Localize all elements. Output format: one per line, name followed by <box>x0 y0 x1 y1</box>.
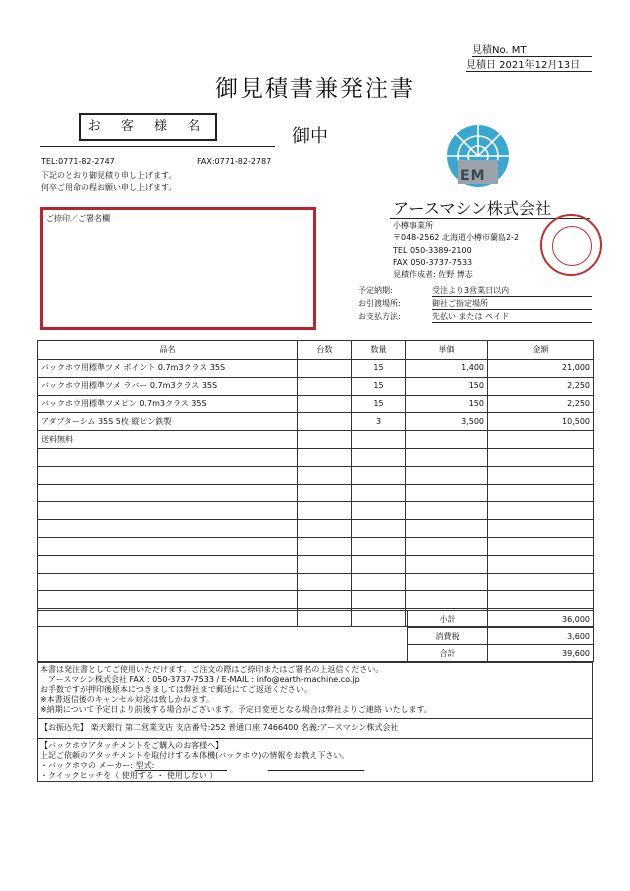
cell-item-name[interactable]: バックホウ用標準ツメ ラバー 0.7m3クラス 35S <box>38 377 298 395</box>
cell-item-name[interactable] <box>38 537 298 555</box>
cell-units[interactable] <box>298 591 352 609</box>
cell-unit-price[interactable] <box>406 520 488 538</box>
quote-date: 見積日 2021年12月13日 <box>466 56 592 72</box>
cell-unit-price[interactable]: 3,500 <box>406 413 488 431</box>
table-row <box>38 377 594 395</box>
cell-quantity[interactable] <box>352 520 406 538</box>
cell-quantity[interactable]: 15 <box>352 360 406 378</box>
cell-amount[interactable] <box>488 502 594 520</box>
cell-amount[interactable] <box>488 431 594 449</box>
cell-amount[interactable] <box>488 555 594 573</box>
cell-amount[interactable]: 2,250 <box>488 377 594 395</box>
customer-tel: TEL:0771-82-2747 <box>41 157 115 166</box>
greeting-line-2: 何卒ご用命の程お願い申し上げます。 <box>41 183 177 192</box>
company-name: アースマシン株式会社 <box>393 199 552 218</box>
term-label-payment: お支払方法: <box>358 312 401 321</box>
attachment-line-2: ・バックホウの メーカー: 型式: <box>40 761 155 770</box>
seal-signature-label: ご捺印／ご署名欄 <box>46 214 110 223</box>
cell-amount[interactable] <box>488 466 594 484</box>
notes-divider <box>37 738 593 739</box>
cell-unit-price[interactable] <box>406 484 488 502</box>
cell-units[interactable] <box>298 555 352 573</box>
customer-suffix: 御中 <box>292 126 328 147</box>
cell-item-name[interactable] <box>38 573 298 591</box>
cell-quantity[interactable] <box>352 537 406 555</box>
note-line-4: ※本書返信後のキャンセル対応は致しかねます。 <box>40 695 215 704</box>
header-amount: 金額 <box>488 341 594 360</box>
model-field[interactable] <box>268 770 364 771</box>
cell-item-name[interactable] <box>38 502 298 520</box>
cell-item-name[interactable] <box>38 466 298 484</box>
totals-value: 3,600 <box>488 628 594 645</box>
cell-units[interactable] <box>298 448 352 466</box>
company-logo-icon <box>440 122 516 196</box>
quote-author: 見積作成者: 佐野 博志 <box>393 270 473 279</box>
table-row <box>38 591 594 609</box>
cell-units[interactable] <box>298 395 352 413</box>
cell-item-name[interactable] <box>38 448 298 466</box>
company-seal-stamp-inner <box>552 226 592 266</box>
cell-units[interactable] <box>298 431 352 449</box>
cell-amount[interactable]: 21,000 <box>488 360 594 378</box>
customer-fax: FAX:0771-82-2787 <box>197 157 272 166</box>
cell-amount[interactable] <box>488 448 594 466</box>
cell-item-name[interactable]: アダプターシム 35S 5枚 縦ピン鉄製 <box>38 413 298 431</box>
cell-unit-price[interactable]: 150 <box>406 377 488 395</box>
attachment-line-3: ・クイックヒッチを（ 使用する ・ 使用しない ） <box>40 771 218 780</box>
cell-amount[interactable]: 10,500 <box>488 413 594 431</box>
cell-quantity[interactable] <box>352 591 406 609</box>
header-units: 台数 <box>298 341 352 360</box>
company-tel: TEL 050-3389-2100 <box>393 246 472 255</box>
cell-quantity[interactable] <box>352 502 406 520</box>
cell-units[interactable] <box>298 484 352 502</box>
cell-quantity[interactable]: 15 <box>352 377 406 395</box>
cell-units[interactable] <box>298 502 352 520</box>
table-row <box>38 395 594 413</box>
cell-quantity[interactable] <box>352 573 406 591</box>
cell-unit-price[interactable] <box>406 573 488 591</box>
term-value-delivery-place: 御社ご指定場所 <box>432 299 592 310</box>
table-row <box>38 413 594 431</box>
totals-label: 合計 <box>408 645 488 662</box>
note-line-3: お手数ですが押印後原本につきましては弊社まで郵送にてご返送ください。 <box>40 685 312 694</box>
term-value-payment: 先払い または ペイド <box>432 312 592 323</box>
totals-spacer <box>38 611 408 662</box>
cell-unit-price[interactable] <box>406 502 488 520</box>
totals-table <box>37 610 594 662</box>
cell-unit-price[interactable] <box>406 431 488 449</box>
cell-units[interactable] <box>298 413 352 431</box>
bank-info: 【お振込先】 楽天銀行 第二営業支店 支店番号:252 普通口座 7466400 名義:アースマシン株式会社 <box>40 723 399 732</box>
cell-item-name[interactable] <box>38 591 298 609</box>
totals-value: 36,000 <box>488 611 594 628</box>
items-table <box>37 340 594 627</box>
table-row <box>38 484 594 502</box>
cell-item-name[interactable]: バックホウ用標準ツメ ポイント 0.7m3クラス 35S <box>38 360 298 378</box>
cell-quantity[interactable] <box>352 431 406 449</box>
cell-unit-price[interactable]: 1,400 <box>406 360 488 378</box>
cell-unit-price[interactable] <box>406 591 488 609</box>
totals-value: 39,600 <box>488 645 594 662</box>
attachment-line-1: 上記ご依頼のアタッチメントを取付けする本体機(バックホウ)の情報をお教え下さい。 <box>40 751 350 760</box>
totals-row <box>38 611 594 628</box>
table-row <box>38 502 594 520</box>
cell-amount[interactable] <box>488 484 594 502</box>
cell-amount[interactable] <box>488 591 594 609</box>
customer-name-underline <box>40 146 275 147</box>
note-line-1: 本書は発注書としてご使用いただけます。ご注文の際はご捺印またはご署名の上返信ください。 <box>40 665 384 674</box>
cell-quantity[interactable]: 15 <box>352 395 406 413</box>
cell-units[interactable] <box>298 573 352 591</box>
note-line-5: ※納期について予定日より前後する場合がございます。予定日変更となる場合は弊社よりご連絡 いたします。 <box>40 705 432 714</box>
table-row <box>38 520 594 538</box>
page-title: 御見積書兼発注書 <box>215 76 415 102</box>
cell-item-name[interactable] <box>38 555 298 573</box>
table-header-row <box>38 341 594 360</box>
term-value-delivery-date: 受注より3営業日以内 <box>432 286 592 297</box>
company-address: 〒048-2562 北海道小樽市蘭島2-2 <box>393 233 520 242</box>
totals-label: 消費税 <box>408 628 488 645</box>
quote-number: 見積No. MT <box>472 41 592 57</box>
table-row <box>38 360 594 378</box>
company-branch: 小樽事業所 <box>393 221 433 230</box>
cell-unit-price[interactable]: 150 <box>406 395 488 413</box>
cell-units[interactable] <box>298 360 352 378</box>
cell-units[interactable] <box>298 520 352 538</box>
cell-quantity[interactable]: 3 <box>352 413 406 431</box>
cell-amount[interactable]: 2,250 <box>488 395 594 413</box>
note-line-2: アースマシン株式会社 FAX : 050-3737-7533 / E-MAIL : info@earth-machine.co.jp <box>40 675 360 684</box>
customer-name-box[interactable]: お 客 様 名 <box>79 113 217 141</box>
seal-signature-box[interactable] <box>40 207 316 330</box>
table-row <box>38 466 594 484</box>
cell-units[interactable] <box>298 377 352 395</box>
cell-item-name[interactable] <box>38 484 298 502</box>
cell-amount[interactable] <box>488 537 594 555</box>
table-row <box>38 537 594 555</box>
table-row <box>38 573 594 591</box>
cell-quantity[interactable] <box>352 555 406 573</box>
totals-label: 小計 <box>408 611 488 628</box>
header-item-name: 品名 <box>38 341 298 360</box>
cell-item-name[interactable]: 送料無料 <box>38 431 298 449</box>
company-logo-text: EM <box>460 168 486 184</box>
cell-item-name[interactable]: バックホウ用標準ツメピン 0.7m3クラス 35S <box>38 395 298 413</box>
cell-amount[interactable] <box>488 520 594 538</box>
cell-unit-price[interactable] <box>406 448 488 466</box>
header-quantity: 数量 <box>352 341 406 360</box>
cell-quantity[interactable] <box>352 466 406 484</box>
notes-divider <box>37 718 593 719</box>
cell-quantity[interactable] <box>352 484 406 502</box>
table-row <box>38 431 594 449</box>
term-label-delivery-place: お引渡場所: <box>358 299 401 308</box>
cell-units[interactable] <box>298 466 352 484</box>
greeting-line-1: 下記のとおり御見積り申し上げます。 <box>41 171 177 180</box>
cell-units[interactable] <box>298 537 352 555</box>
table-row <box>38 555 594 573</box>
cell-unit-price[interactable] <box>406 537 488 555</box>
cell-item-name[interactable] <box>38 520 298 538</box>
cell-amount[interactable] <box>488 573 594 591</box>
term-label-delivery-date: 予定納期: <box>358 286 393 295</box>
cell-unit-price[interactable] <box>406 466 488 484</box>
header-unit-price: 単価 <box>406 341 488 360</box>
table-row <box>38 448 594 466</box>
cell-quantity[interactable] <box>352 448 406 466</box>
cell-unit-price[interactable] <box>406 555 488 573</box>
company-fax: FAX 050-3737-7533 <box>393 258 473 267</box>
attachment-title: 【バックホウアタッチメントをご購入のお客様へ】 <box>40 741 224 750</box>
